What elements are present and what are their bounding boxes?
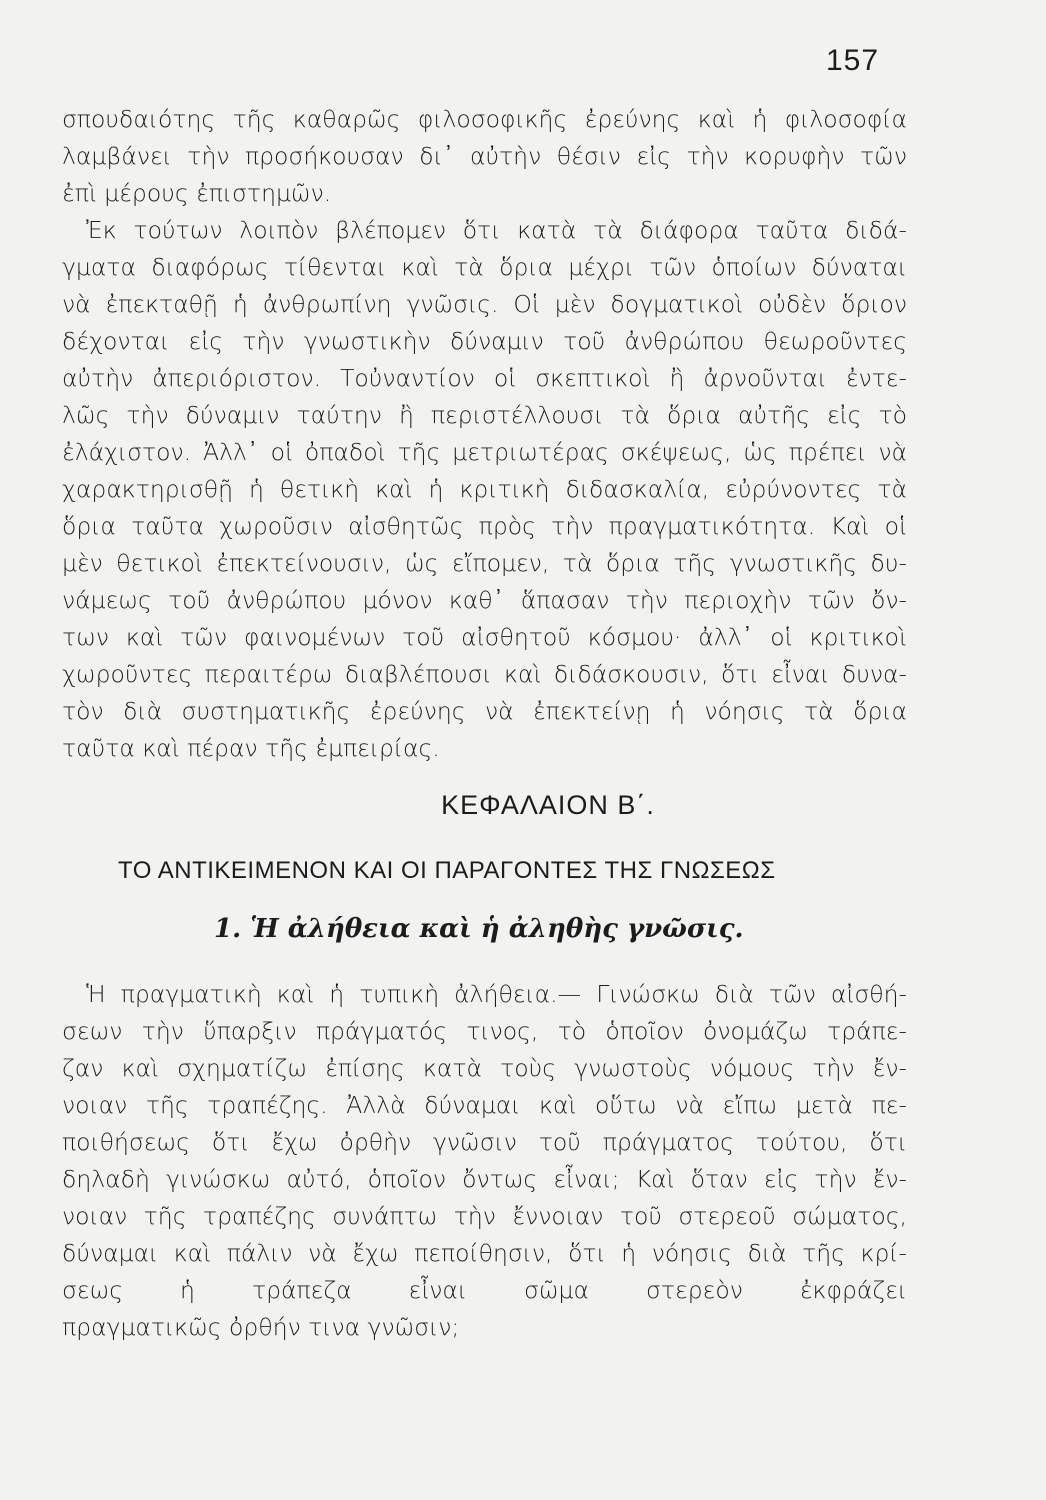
text-line: χαρακτηρισθῇ ἡ θετικὴ καὶ ἡ κριτικὴ διδασκαλία, εὐρύνοντες τὰ — [62, 475, 907, 503]
text-line: νὰ ἐπεκταθῇ ἡ ἀνθρωπίνη γνῶσις. Οἱ μὲν δογματικοὶ οὐδὲν ὅριον — [62, 290, 907, 318]
text-line: γματα διαφόρως τίθενται καὶ τὰ ὅρια μέχρι τῶν ὁποίων δύναται — [62, 253, 907, 281]
text-line: σπουδαιότης τῆς καθαρῶς φιλοσοφικῆς ἐρεύνης καὶ ἡ φιλοσοφία — [62, 105, 907, 133]
text-line: ὅρια ταῦτα χωροῦσιν αἰσθητῶς πρὸς τὴν πραγματικότητα. Καὶ οἱ — [62, 512, 907, 540]
chapter-title: ΤΟ ΑΝΤΙΚΕΙΜΕΝΟΝ ΚΑΙ ΟΙ ΠΑΡΑΓΟΝΤΕΣ ΤΗΣ ΓΝΩΣΕΩΣ — [118, 857, 776, 884]
text-line: ζαν καὶ σχηματίζω ἐπίσης κατὰ τοὺς γνωστοὺς νόμους τὴν ἔν- — [62, 1054, 907, 1082]
text-line: των καὶ τῶν φαινομένων τοῦ αἰσθητοῦ κόσμου· ἀλλ᾽ οἱ κριτικοὶ — [62, 623, 907, 651]
text-line: ἐλάχιστον. Ἀλλ᾽ οἱ ὀπαδοὶ τῆς μετριωτέρας σκέψεως, ὡς πρέπει νὰ — [62, 438, 907, 466]
text-line: ταῦτα καὶ πέραν τῆς ἐμπειρίας. — [62, 734, 440, 762]
text-line: λαμβάνει τὴν προσήκουσαν δι᾽ αὐτὴν θέσιν εἰς τὴν κορυφὴν τῶν — [62, 142, 907, 170]
text-line: πραγματικῶς ὀρθήν τινα γνῶσιν; — [62, 1313, 460, 1341]
text-line: λῶς τὴν δύναμιν ταύτην ἢ περιστέλλουσι τὰ ὅρια αὐτῆς εἰς τὸ — [62, 401, 907, 429]
section-heading: 1. Ἡ ἀλήθεια καὶ ἡ ἀληθὴς γνῶσις. — [214, 914, 744, 944]
text-line: νοιαν τῆς τραπέζης συνάπτω τὴν ἔννοιαν τοῦ στερεοῦ σώματος, — [62, 1202, 907, 1230]
text-line: Ἐκ τούτων λοιπὸν βλέπομεν ὅτι κατὰ τὰ διάφορα ταῦτα διδά- — [86, 216, 907, 244]
body-paragraph-1 — [62, 101, 907, 767]
text-line: Ἡ πραγματικὴ καὶ ἡ τυπικὴ ἀλήθεια.— Γινώσκω διὰ τῶν αἰσθή- — [86, 980, 907, 1008]
text-line: μὲν θετικοὶ ἐπεκτείνουσιν, ὡς εἴπομεν, τὰ ὅρια τῆς γνωστικῆς δυ- — [62, 549, 907, 577]
text-line: ἐπὶ μέρους ἐπιστημῶν. — [62, 179, 332, 207]
text-line: αὐτὴν ἀπεριόριστον. Τοὐναντίον οἱ σκεπτικοὶ ἢ ἀρνοῦνται ἐντε- — [62, 364, 907, 392]
text-line: χωροῦντες περαιτέρω διαβλέπουσι καὶ διδάσκουσιν, ὅτι εἶναι δυνα- — [62, 660, 907, 688]
text-line: δηλαδὴ γινώσκω αὐτό, ὁποῖον ὄντως εἶναι; Καὶ ὅταν εἰς τὴν ἔν- — [62, 1165, 907, 1193]
text-line: νοιαν τῆς τραπέζης. Ἀλλὰ δύναμαι καὶ οὕτω νὰ εἴπω μετὰ πε- — [62, 1091, 907, 1119]
text-line: ποιθήσεως ὅτι ἔχω ὀρθὴν γνῶσιν τοῦ πράγματος τούτου, ὅτι — [62, 1128, 907, 1156]
body-paragraph-2 — [62, 976, 907, 1346]
text-line: δύναμαι καὶ πάλιν νὰ ἔχω πεποίθησιν, ὅτι ἡ νόησις διὰ τῆς κρί- — [62, 1239, 907, 1267]
text-line: δέχονται εἰς τὴν γνωστικὴν δύναμιν τοῦ ἀνθρώπου θεωροῦντες — [62, 327, 907, 355]
page-number: 157 — [826, 44, 880, 77]
text-line: νάμεως τοῦ ἀνθρώπου μόνον καθ᾽ ἅπασαν τὴν περιοχὴν τῶν ὄν- — [62, 586, 907, 614]
text-line: σεων τὴν ὕπαρξιν πράγματός τινος, τὸ ὁποῖον ὀνομάζω τράπε- — [62, 1017, 907, 1045]
text-line: σεως ἡ τράπεζα εἶναι σῶμα στερεὸν ἐκφράζει — [62, 1276, 907, 1304]
text-line: τὸν διὰ συστηματικῆς ἐρεύνης νὰ ἐπεκτείνῃ ἡ νόησις τὰ ὅρια — [62, 697, 907, 725]
chapter-heading: ΚΕΦΑΛΑΙΟΝ Β΄. — [441, 790, 655, 820]
